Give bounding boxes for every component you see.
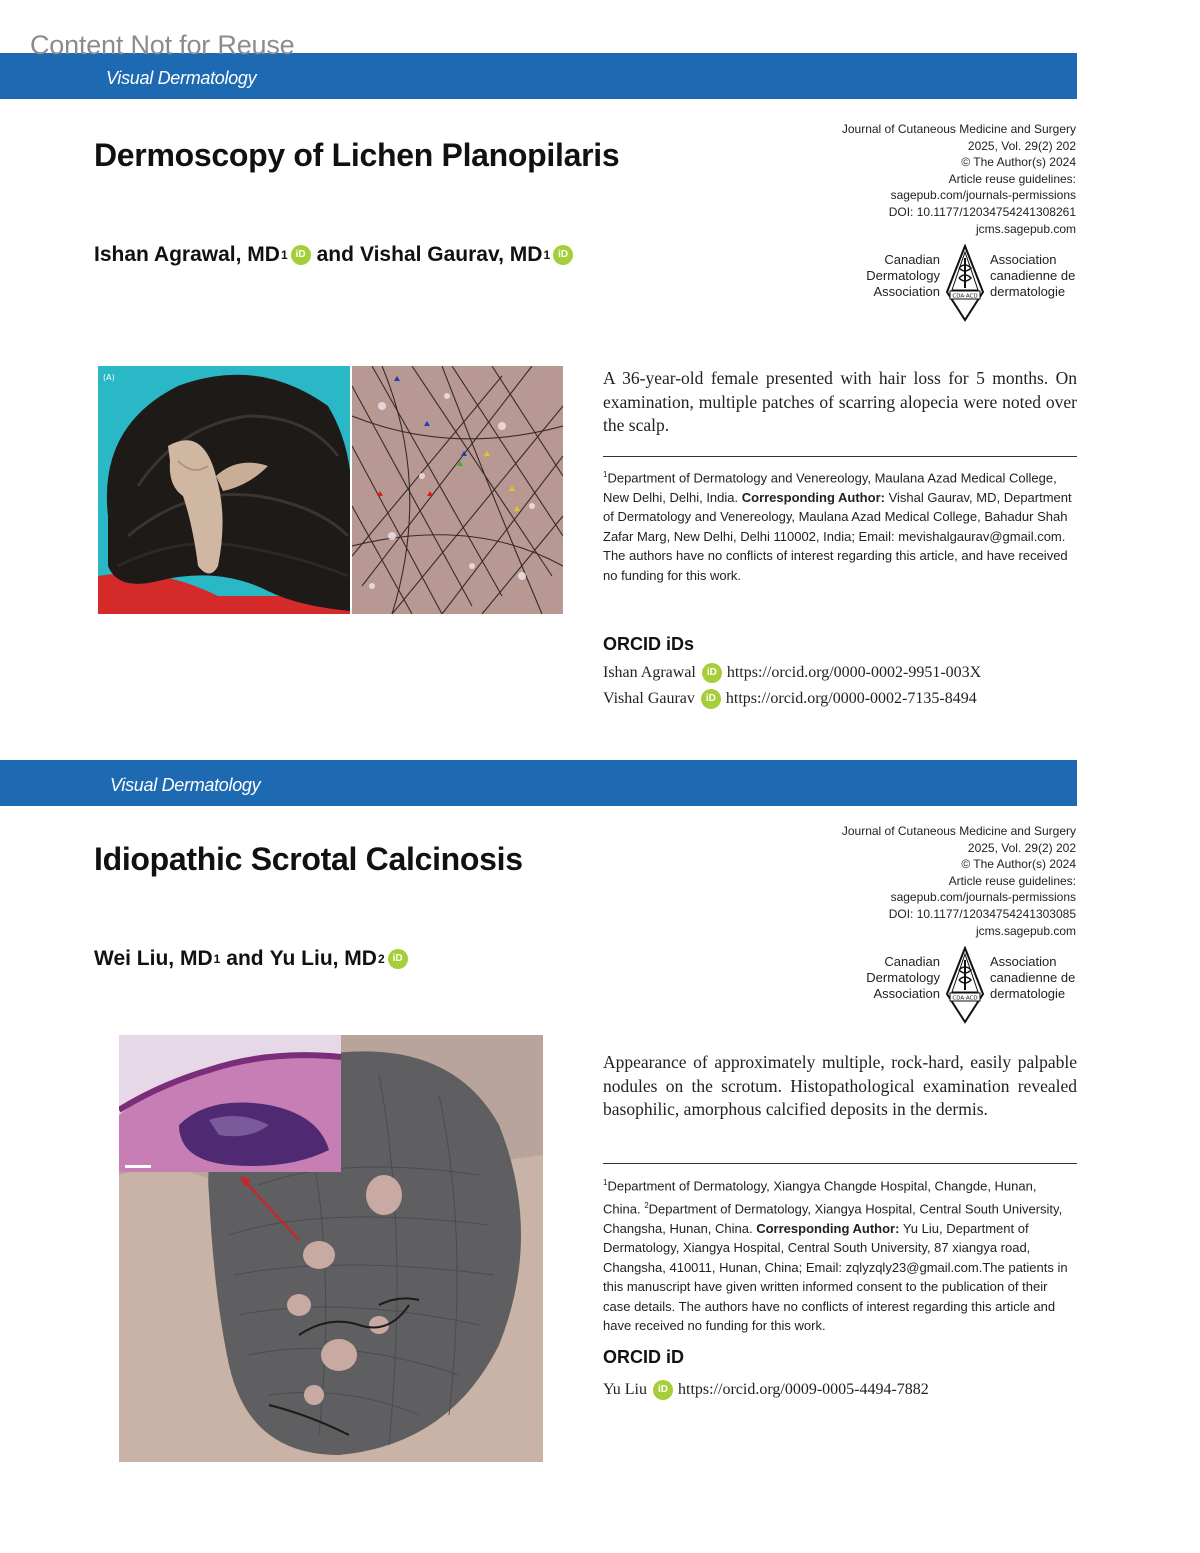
orcid-icon[interactable]: iD: [388, 949, 408, 969]
cda-fr-line: Association: [990, 954, 1057, 969]
article-title: Dermoscopy of Lichen Planopilaris: [94, 137, 620, 173]
cda-english: [855, 954, 940, 1002]
affil-sup: 1: [603, 470, 608, 479]
orcid-url-link[interactable]: https://orcid.org/0009-0005-4494-7882: [678, 1381, 929, 1398]
copyright: © The Author(s) 2024: [961, 155, 1076, 170]
corresponding-label: Corresponding Author:: [741, 489, 885, 505]
copyright: © The Author(s) 2024: [961, 857, 1076, 872]
divider-rule: [603, 1163, 1077, 1164]
dermoscopy-photo: [352, 366, 563, 614]
author-line: [94, 243, 573, 267]
affil-text: Department of Dermatology, Xiangya Hospital, Central South University, Changsha, Hunan, China.: [603, 1201, 1063, 1236]
permissions-link[interactable]: sagepub.com/journals-permissions: [890, 890, 1076, 905]
divider-rule: [603, 456, 1077, 457]
cda-en-line: Canadian: [884, 954, 940, 969]
cda-fr-line: dermatologie: [990, 284, 1066, 299]
cda-en-line: Dermatology: [866, 268, 940, 283]
author-name: Wei Liu, MD: [94, 947, 213, 970]
journal-volume: 2025, Vol. 29(2) 202: [967, 138, 1076, 153]
author-line: [94, 947, 408, 971]
scalp-image: [98, 366, 350, 614]
author-name: Yu Liu, MD: [269, 947, 377, 970]
cda-en-line: Association: [873, 986, 940, 1001]
clinical-photo-scalp: [98, 366, 350, 614]
cda-logo-block: [855, 946, 1080, 1024]
cda-french: [990, 252, 1085, 300]
cda-shield-icon: [945, 946, 985, 1024]
figure-label: (A): [103, 373, 115, 382]
author-affil-sup: 1: [213, 952, 221, 966]
cda-fr-line: dermatologie: [990, 986, 1066, 1001]
article-title: Idiopathic Scrotal Calcinosis: [94, 841, 523, 877]
affil-sup: 1: [603, 1178, 608, 1187]
journal-meta: [776, 121, 1076, 237]
affil-text: Department of Dermatology, Xiangya Changde Hospital, Changde, Hunan, China.: [603, 1178, 1037, 1217]
orcid-icon[interactable]: iD: [553, 245, 573, 265]
author-name: Ishan Agrawal, MD: [94, 243, 280, 266]
corresponding-label: Corresponding Author:: [756, 1220, 900, 1236]
section-label: Visual Dermatology: [110, 775, 261, 795]
author-joiner: and: [316, 243, 354, 266]
journal-volume: 2025, Vol. 29(2) 202: [967, 840, 1076, 855]
scrotum-image: [119, 1035, 543, 1462]
cda-en-line: Dermatology: [866, 970, 940, 985]
affil-sup: 2: [644, 1200, 649, 1210]
dermoscopy-image: [352, 366, 563, 614]
orcid-icon: iD: [653, 1380, 673, 1400]
affil-text: Yu Liu, Department of Dermatology, Xiangya Hospital, Central South University, 87 xiangya road, Changsha, 410011, Hunan, China; Email: zqlyzqly23@gmail.com.The patients in this manuscript have given written informed consent to the publication of their case details. The authors have no conflicts of interest regarding this article and have received no funding for this work.: [603, 1220, 1068, 1334]
section-band: [0, 760, 1077, 806]
orcid-icon: iD: [701, 689, 721, 709]
orcid-heading: ORCID iDs: [603, 634, 695, 654]
cda-en-line: Canadian: [884, 252, 940, 267]
case-description: A 36-year-old female presented with hair loss for 5 months. On examination, multiple patches of scarring alopecia were noted over the scalp.: [603, 368, 1077, 435]
cda-fr-line: Association: [990, 252, 1057, 267]
affil-text: Vishal Gaurav, MD, Department of Dermatology and Venereology, Maulana Azad Medical College, Bahadur Shah Zafar Marg, New Delhi, Delhi 110002, India; Email: mevishalgaurav@gmail.com. The authors have no conflicts of interest regarding this article, and have received no funding for this work.: [603, 489, 1072, 583]
watermark: Content Not for Reuse: [30, 30, 295, 60]
affiliation-block: [603, 1173, 1077, 1336]
cda-logo-block: [855, 244, 1080, 322]
cda-logo-text: CDA·ACD: [952, 995, 978, 1002]
author-affil-sup: 1: [543, 248, 551, 262]
orcid-author-name: Vishal Gaurav: [603, 690, 695, 707]
author-affil-sup: 1: [280, 248, 288, 262]
orcid-entry: [603, 1380, 929, 1400]
orcid-author-name: Ishan Agrawal: [603, 664, 696, 681]
orcid-author-name: Yu Liu: [603, 1381, 647, 1398]
orcid-icon: iD: [702, 663, 722, 683]
section-label: Visual Dermatology: [106, 68, 257, 88]
journal-name: Journal of Cutaneous Medicine and Surgery: [841, 824, 1076, 838]
orcid-heading: ORCID iD: [603, 1347, 684, 1367]
orcid-url-link[interactable]: https://orcid.org/0000-0002-9951-003X: [726, 664, 982, 681]
doi[interactable]: DOI: 10.1177/12034754241303085: [888, 906, 1076, 921]
journal-name: Journal of Cutaneous Medicine and Surgery: [841, 122, 1076, 136]
cda-french: [990, 954, 1085, 1002]
cda-shield-icon: [945, 244, 985, 322]
reuse-label: Article reuse guidelines:: [948, 171, 1076, 186]
cda-english: [855, 252, 940, 300]
orcid-entry: [603, 663, 981, 683]
permissions-link[interactable]: sagepub.com/journals-permissions: [890, 188, 1076, 203]
clinical-photo-scrotum: [119, 1035, 543, 1462]
orcid-entry: [603, 689, 977, 709]
cda-en-line: Association: [873, 284, 940, 299]
journal-site[interactable]: jcms.sagepub.com: [975, 221, 1076, 236]
author-name: Vishal Gaurav, MD: [359, 243, 543, 266]
cda-fr-line: canadienne de: [990, 268, 1076, 283]
journal-meta: [776, 823, 1076, 939]
orcid-url-link[interactable]: https://orcid.org/0000-0002-7135-8494: [725, 690, 977, 707]
affiliation-block: [603, 465, 1077, 585]
cda-fr-line: canadienne de: [990, 970, 1076, 985]
reuse-label: Article reuse guidelines:: [948, 873, 1076, 888]
journal-site[interactable]: jcms.sagepub.com: [975, 923, 1076, 938]
author-affil-sup: 2: [377, 952, 385, 966]
author-joiner: and: [226, 947, 264, 970]
doi[interactable]: DOI: 10.1177/12034754241308261: [888, 204, 1076, 219]
orcid-icon[interactable]: iD: [291, 245, 311, 265]
case-description: Appearance of approximately multiple, rock-hard, easily palpable nodules on the scrotum. Histopathological examination revealed basophilic, amorphous calcified deposits in the dermis.: [603, 1052, 1077, 1119]
cda-logo-text: CDA·ACD: [952, 293, 978, 300]
affil-text: Department of Dermatology and Venereology, Maulana Azad Medical College, New Delhi, Delhi, India.: [603, 470, 1057, 505]
